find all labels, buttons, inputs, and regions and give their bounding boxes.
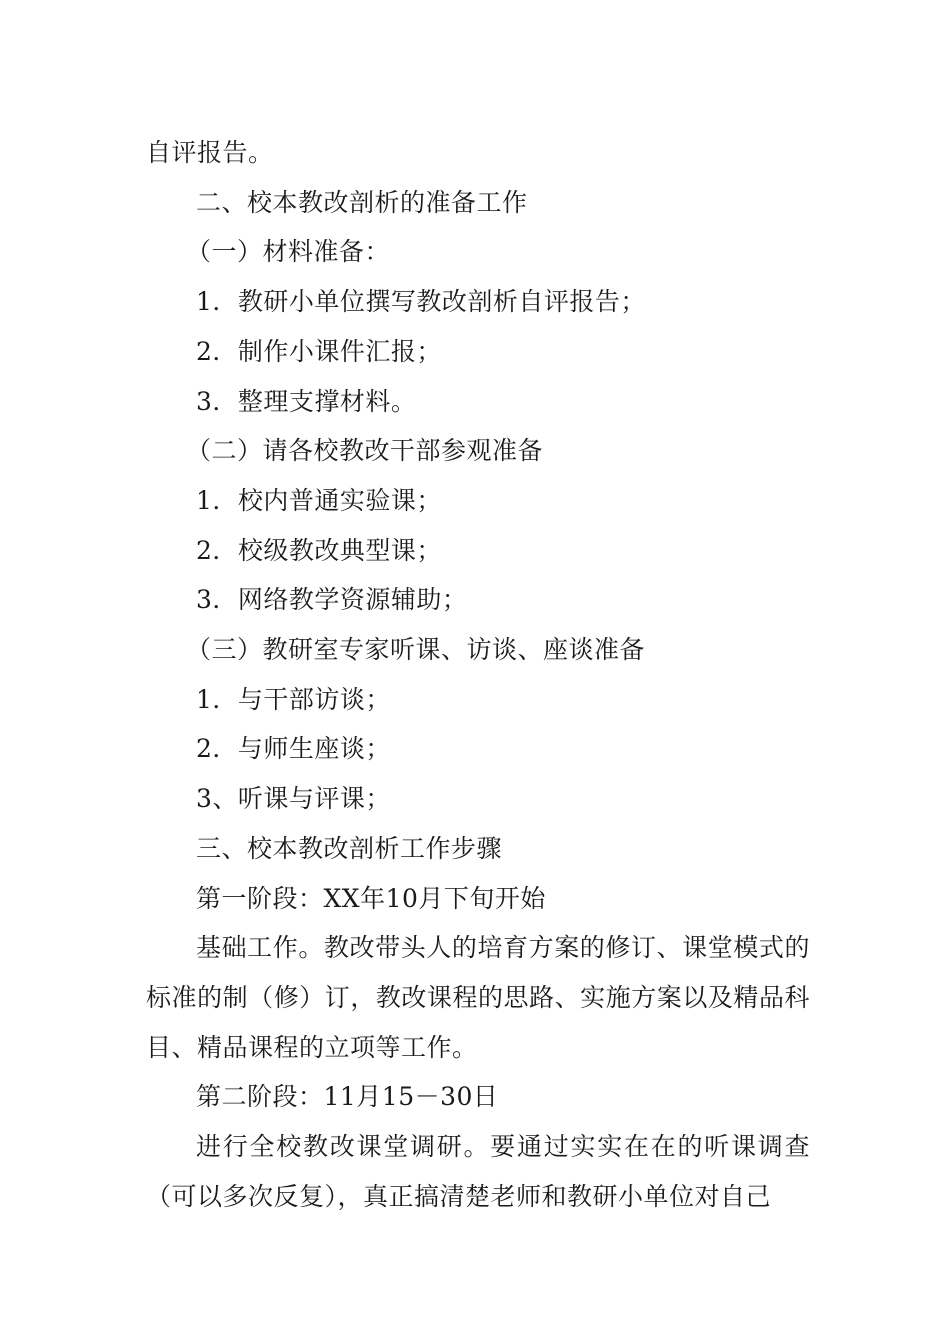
list-item: 3．网络教学资源辅助； [196, 585, 468, 615]
stage-heading: 第二阶段：11月15－30日 [196, 1082, 499, 1112]
paragraph: 自评报告。 [146, 138, 274, 167]
document-body [146, 128, 810, 1221]
list-item: 1．教研小单位撰写教改剖析自评报告； [196, 287, 646, 317]
list-item: 2．制作小课件汇报； [196, 336, 442, 366]
list-item: 2．校级教改典型课； [196, 535, 442, 565]
paragraph: 进行全校教改课堂调研。要通过实实在在的听课调查（可以多次反复），真正搞清楚老师和教研小单位对自己 [146, 1132, 810, 1211]
list-item: 2．与师生座谈； [196, 734, 391, 764]
paragraph: 基础工作。教改带头人的培育方案的修订、课堂模式的标准的制（修）订，教改课程的思路、实施方案以及精品科目、精品课程的立项等工作。 [146, 933, 810, 1062]
subsection-heading: （一）材料准备： [186, 237, 391, 267]
subsection-heading: （二）请各校教改干部参观准备 [186, 436, 544, 466]
stage-heading: 第一阶段：XX年10月下旬开始 [196, 883, 546, 913]
list-item: 1．校内普通实验课； [196, 485, 442, 515]
list-item: 1．与干部访谈； [196, 684, 391, 714]
section-heading: 二、校本教改剖析的准备工作 [196, 187, 528, 217]
subsection-heading: （三）教研室专家听课、访谈、座谈准备 [186, 635, 646, 665]
list-item: 3．整理支撑材料。 [196, 386, 417, 416]
section-heading: 三、校本教改剖析工作步骤 [196, 833, 503, 863]
list-item: 3、听课与评课； [196, 784, 391, 814]
